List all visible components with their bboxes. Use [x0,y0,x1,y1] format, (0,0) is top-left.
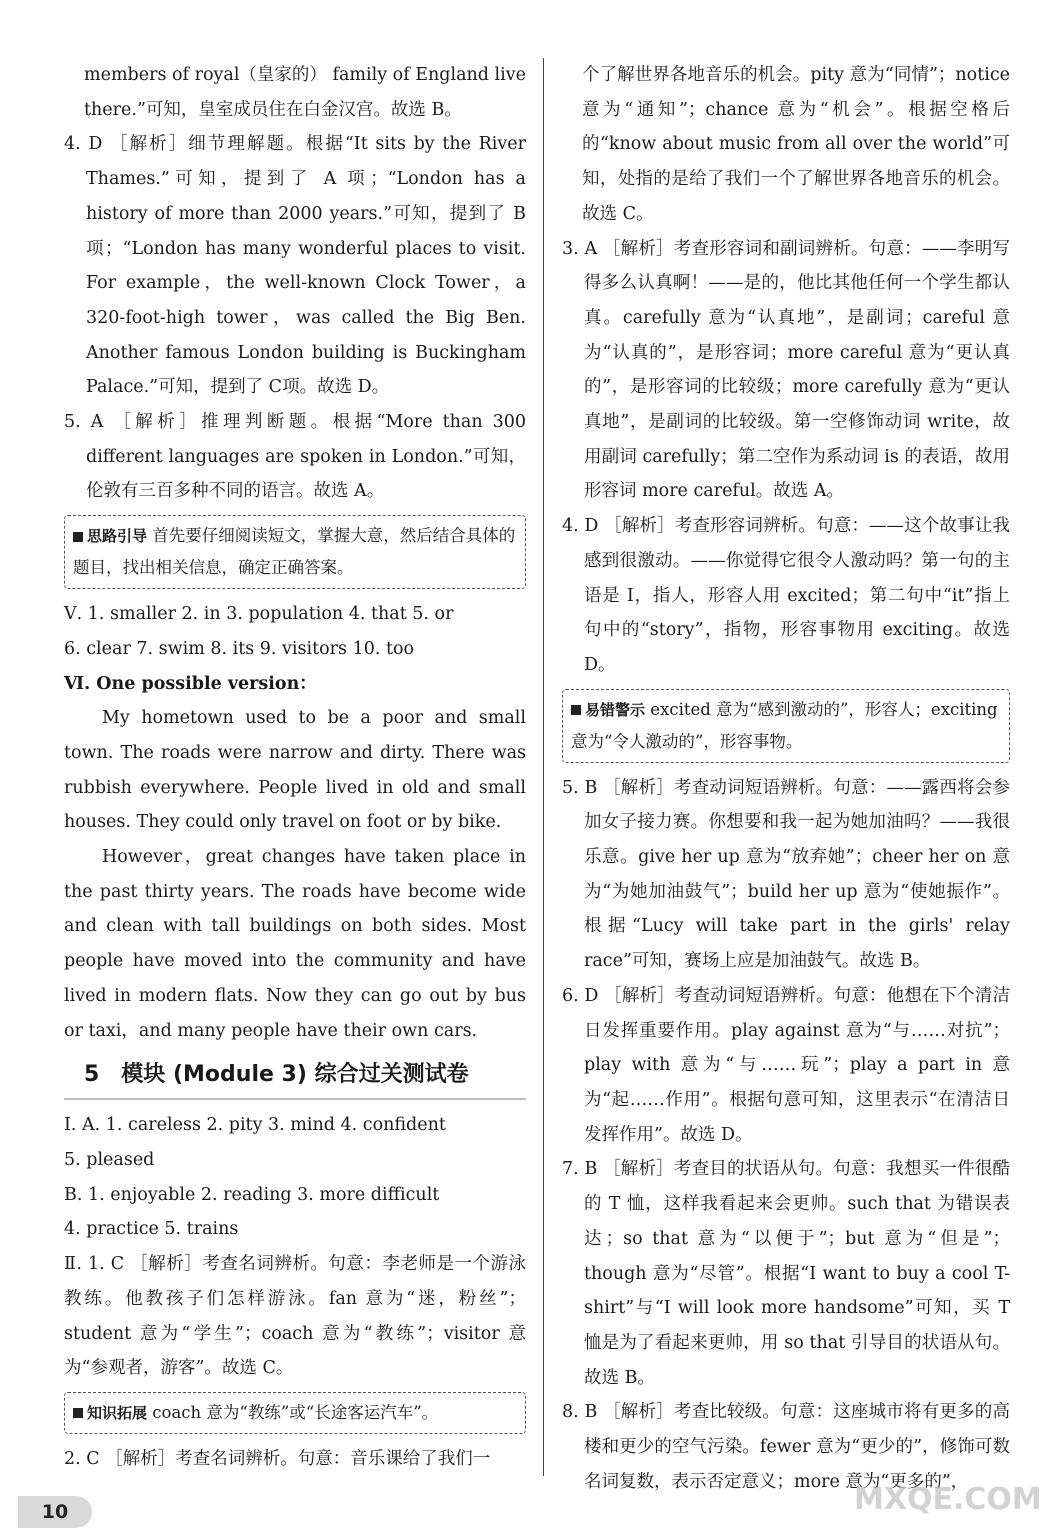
tip-box-knowledge [64,1392,526,1434]
answer-3: 3. A ［解析］考查形容词和副词辨析。句意：——李明写得多么认真啊！——是的，他比其他任何一个学生都认真。carefully 意为“认真地”，是副词；careful 意为“认真的”，是形容词；more careful 意为“更认真的”，是形容词的比较级；more carefully 意为“更认真地”，是副词的比较级。第一空修饰动词 write，故用副词 carefully；第二空作为系动词 is 的表语，故用形容词 more careful。故选 A。 [562,238,1010,502]
answer-2-continued: 个了解世界各地音乐的机会。pity 意为“同情”；notice 意为“通知”；chance 意为“机会”。根据空格后的“know about music from all over the world”可知，处指的是给了我们一个了解世界各地音乐的机会。故选 C。 [582,65,1010,224]
section-title: 5 模块 (Module 3) 综合过关测试卷 [64,1048,526,1100]
tip-box-error-warning [562,689,1010,763]
section-v-line-2: 6. clear 7. swim 8. its 9. visitors 10. too [64,638,415,659]
section-ii-answer-2: 2. C ［解析］考查名词辨析。句意：音乐课给了我们一 [64,1448,491,1469]
section-v-line-1: Ⅴ. 1. smaller 2. in 3. population 4. that 5. or [64,604,454,625]
tip-label: 易错警示 [571,701,645,719]
watermark-logo: MXQE.COM [854,1482,1042,1517]
answer-7: 7. B ［解析］考查目的状语从句。句意：我想买一件很酷的 T 恤，这样我看起来会更帅。such that 为错误表达；so that 意为“以便于”；but 意为“但是”；though 意为“尽管”。根据“I want to buy a cool T-shirt”与“I will look more handsome”可知，买 T 恤是为了看起来更帅，用 so that 引导目的状语从句。故选 B。 [562,1159,1010,1388]
tip-text: 首先要仔细阅读短文，掌握大意，然后结合具体的题目，找出相关信息，确定正确答案。 [73,526,516,578]
section-i-line-1: Ⅰ. A. 1. careless 2. pity 3. mind 4. confident [64,1115,446,1136]
answer-4: 4. D ［解析］细节理解题。根据“It sits by the River Thames.”可知，提到了 A 项；“London has a history of more than 2000 years.”可知，提到了 B 项；“London has many wonderful places to visit. For example，the well-known Clock Tower，a 320-foot-high tower，was called the Big Ben. Another famous London building is Buckingham Palace.”可知，提到了 C项。故选 D。 [64,134,526,398]
answer-4-continued: members of royal（皇家的） family of England live there.”可知，皇室成员住在白金汉宫。故选 B。 [84,65,526,120]
section-vi-heading: Ⅵ. One possible version： [64,673,317,694]
essay-paragraph-1: My hometown used to be a poor and small town. The roads were narrow and dirty. There was rubbish everywhere. People lived in old and small houses. They could only travel on foot or by bike. [64,708,526,833]
left-column [64,58,526,1477]
answer-6: 6. D ［解析］考查动词短语辨析。句意：他想在下个清洁日发挥重要作用。play against 意为“与……对抗”；play with 意为“与……玩”；play a part in 意为“起……作用”。根据句意可知，这里表示“在清洁日发挥作用”。故选 D。 [562,985,1010,1145]
page-number: 10 [18,1496,92,1528]
tip-box-thinking [64,515,526,589]
column-divider [543,58,544,1476]
essay-paragraph-2: However，great changes have taken place in the past thirty years. The roads have become wide and clean with tall buildings on both sides. Most people have moved into the community and have lived in modern flats. Now they can go out by bus or taxi，and many people have their own cars. [64,847,526,1041]
answer-5: 5. B ［解析］考查动词短语辨析。句意：——露西将会参加女子接力赛。你想要和我一起为她加油吗？——我很乐意。give her up 意为“放弃她”；cheer her on 意为“为她加油鼓气”；build her up 意为“使她振作”。根据“Lucy will take part in the girls' relay race”可知，赛场上应是加油鼓气。故选 B。 [562,777,1010,972]
answer-5: 5. A ［解析］推理判断题。根据“More than 300 different languages are spoken in London.”可知，伦敦有三百多种不同的语言。故选 A。 [64,412,526,502]
tip-label: 思路引导 [73,527,147,545]
tip-label: 知识拓展 [73,1404,147,1422]
section-i-line-3: B. 1. enjoyable 2. reading 3. more difficult [64,1184,440,1205]
section-i-line-4: 4. practice 5. trains [64,1219,239,1240]
section-i-line-2: 5. pleased [64,1149,155,1170]
right-column [562,58,1010,1499]
tip-text: coach 意为“教练”或“长途客运汽车”。 [152,1402,439,1422]
answer-4: 4. D ［解析］考查形容词辨析。句意：——这个故事让我感到很激动。——你觉得它很令人激动吗？第一句的主语是 I，指人，形容人用 excited；第二句中“it”指上句中的“story”，指物，形容事物用 exciting。故选 D。 [562,516,1010,675]
tip-text: excited 意为“感到激动的”，形容人；exciting 意为“令人激动的”，形容事物。 [571,699,998,751]
section-ii-answer-1: Ⅱ. 1. C ［解析］考查名词辨析。句意：李老师是一个游泳教练。他教孩子们怎样游泳。fan 意为“迷，粉丝”；student 意为“学生”；coach 意为“教练”；visitor 意为“参观者，游客”。故选 C。 [64,1254,526,1379]
answer-8: 8. B ［解析］考查比较级。句意：这座城市将有更多的高楼和更少的空气污染。fewer 意为“更少的”，修饰可数名词复数，表示否定意义；more 意为“更多的”， [562,1402,1010,1492]
